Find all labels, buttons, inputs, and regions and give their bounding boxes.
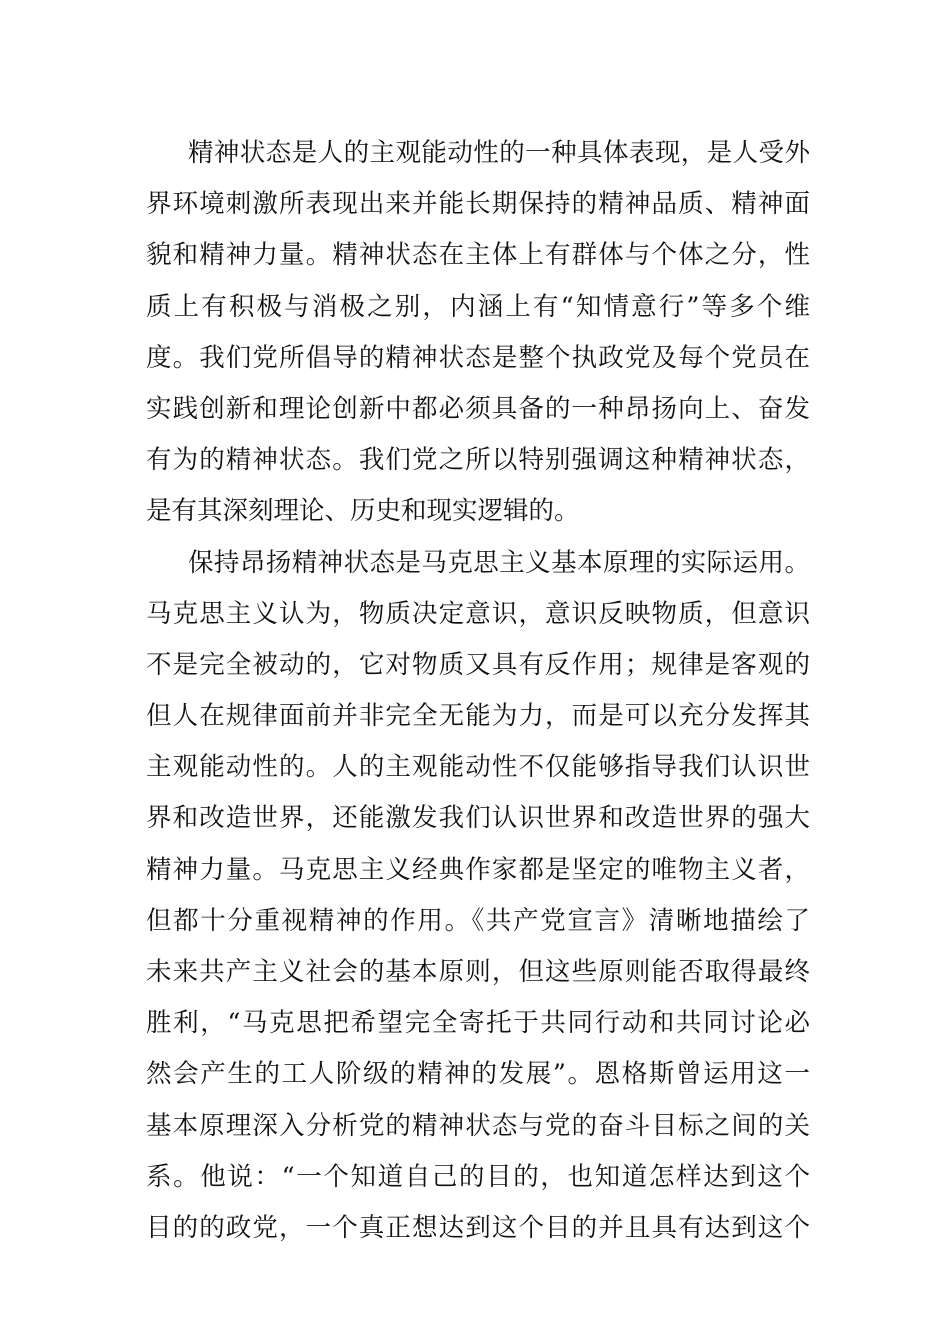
text-line: 质上有积极与消极之别，内涵上有“知情意行”等多个维: [146, 291, 810, 322]
text-line: 有为的精神状态。我们党之所以特别强调这种精神状态，: [146, 445, 810, 476]
paragraph-1: [146, 128, 810, 538]
text-line: 保持昂扬精神状态是马克思主义基本原理的实际运用。: [188, 547, 810, 578]
document-body: [146, 128, 810, 1254]
text-line: 不是完全被动的，它对物质又具有反作用；规律是客观的: [146, 649, 810, 680]
text-line: 胜利，“马克思把希望完全寄托于共同行动和共同讨论必: [146, 1008, 810, 1039]
text-line: 然会产生的工人阶级的精神的发展”。恩格斯曾运用这一: [146, 1059, 810, 1090]
text-line: 度。我们党所倡导的精神状态是整个执政党及每个党员在: [146, 342, 810, 373]
text-line: 是有其深刻理论、历史和现实逻辑的。: [146, 496, 580, 527]
text-line: 但都十分重视精神的作用。《共产党宣言》清晰地描绘了: [146, 905, 810, 936]
text-line: 马克思主义认为，物质决定意识，意识反映物质，但意识: [146, 598, 810, 629]
text-line: 界和改造世界，还能激发我们认识世界和改造世界的强大: [146, 803, 810, 834]
text-line: 基本原理深入分析党的精神状态与党的奋斗目标之间的关: [146, 1110, 810, 1141]
text-line: 实践创新和理论创新中都必须具备的一种昂扬向上、奋发: [146, 393, 810, 424]
text-line: 精神力量。马克思主义经典作家都是坚定的唯物主义者，: [146, 854, 810, 885]
text-line: 但人在规律面前并非完全无能为力，而是可以充分发挥其: [146, 701, 810, 732]
text-line: 貌和精神力量。精神状态在主体上有群体与个体之分，性: [146, 240, 810, 271]
text-line: 主观能动性的。人的主观能动性不仅能够指导我们认识世: [146, 752, 810, 783]
text-line: 精神状态是人的主观能动性的一种具体表现，是人受外: [188, 138, 810, 168]
paragraph-2: [146, 538, 810, 1255]
text-line: 系。他说：“一个知道自己的目的，也知道怎样达到这个: [146, 1161, 810, 1192]
text-line: 未来共产主义社会的基本原则，但这些原则能否取得最终: [146, 957, 810, 987]
text-line: 目的的政党，一个真正想达到这个目的并且具有达到这个: [146, 1212, 810, 1243]
text-line: 界环境刺激所表现出来并能长期保持的精神品质、精神面: [146, 189, 810, 220]
